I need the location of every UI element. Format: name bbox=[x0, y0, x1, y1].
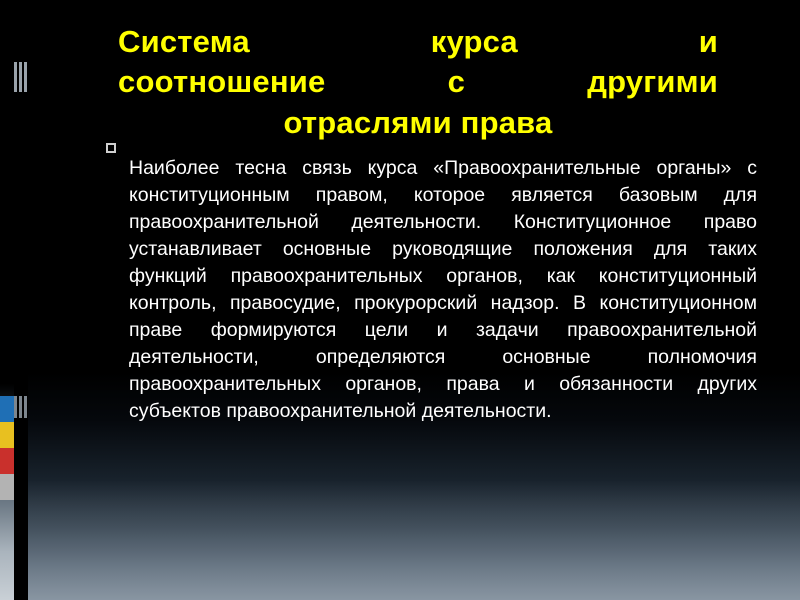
title-line-2: соотношение с другими bbox=[118, 64, 718, 100]
rail-color-grey bbox=[0, 474, 14, 500]
slide-title bbox=[118, 22, 718, 143]
bullet-square-icon bbox=[106, 143, 116, 153]
rail-color-yellow bbox=[0, 422, 14, 448]
rail-gradient-strip bbox=[0, 0, 14, 600]
slide-background-fade bbox=[0, 480, 800, 600]
rail-color-red bbox=[0, 448, 14, 474]
slide-body bbox=[97, 135, 757, 444]
body-paragraph: Наиболее тесна связь курса «Правоохранительные органы» с конституционным правом, которое является базовым для правоохранительной деятельности. Конституционное право устанавливает основные руководящие положения для таких функций правоохранительных органов, как конституционный контроль, правосудие, прокурорский надзор. В конституционном праве формируются цели и задачи правоохранительной деятельности, определяются основные полномочия правоохранительных органов, права и обязанности других субъектов правоохранительной деятельности. bbox=[129, 156, 757, 422]
title-line-1: Система курса и bbox=[118, 24, 718, 59]
rail-bars-top-icon bbox=[14, 62, 28, 92]
rail-bars-bottom-icon bbox=[14, 396, 28, 418]
title-line-3: отраслями права bbox=[283, 104, 553, 140]
rail-color-blue bbox=[0, 396, 14, 422]
